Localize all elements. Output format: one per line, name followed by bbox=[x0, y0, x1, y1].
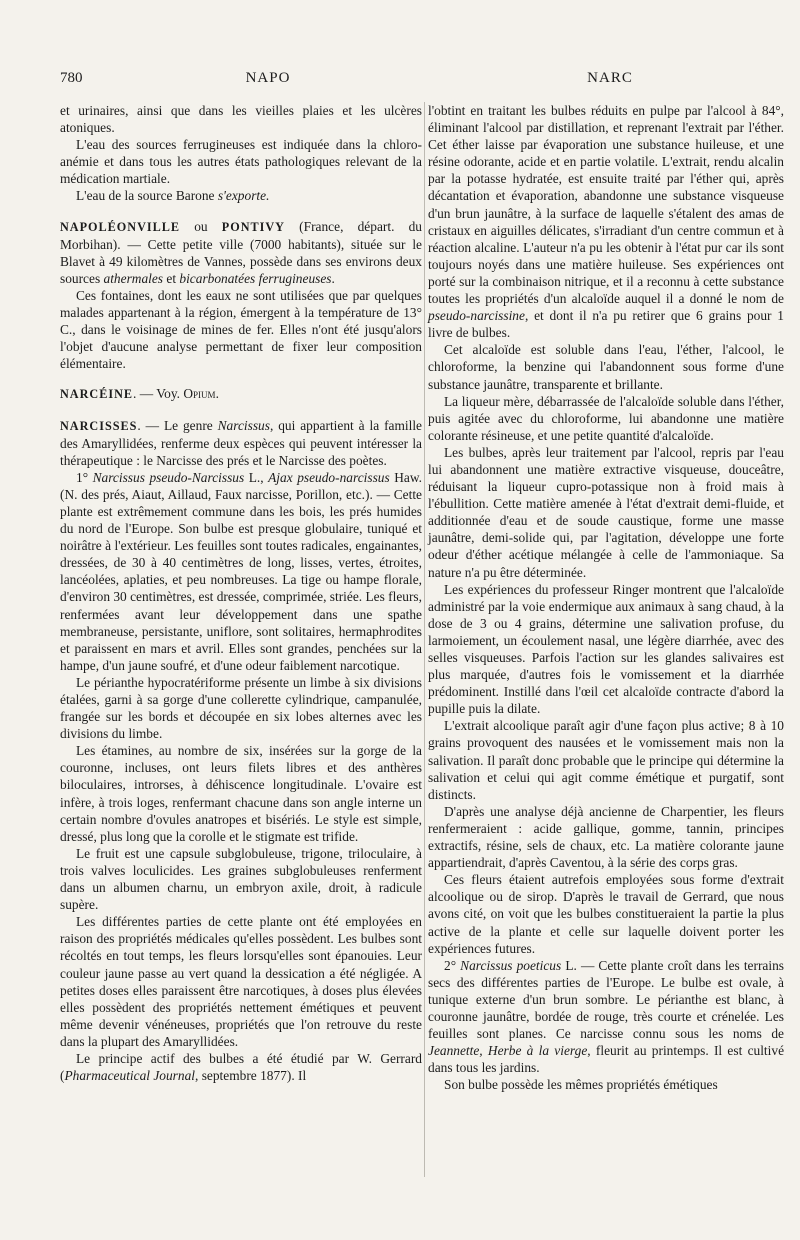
paragraph-parties: Les différentes parties de cette plante ont été employées en raison des propriétés médicales qu'elles possèdent. Les bulbes sont récoltés en tout temps, les fleurs lorsqu'elles sont épanouies. Leur couleur jaune passe au vert quand la dessication a été négligée. A petites doses elles paraissent être narcotiques, à doses plus élevées elles possèdent des propriétés nettement émétiques et peuvent même devenir vénéneuses, propriétés que l'on retrouve du reste dans la plupart des Amaryllidées. bbox=[60, 914, 422, 1049]
paragraph-bulbes-traitement: Les bulbes, après leur traitement par l'alcool, repris par l'eau lui abandonnent une matière extractive visqueuse, douceâtre, réduisant la liqueur cupro-potassique non à froid mais à l'ébullition. Cette matière amenée à l'état d'extrait demi-fluide, et additionnée d'eau et de soude caustique, forme une masse jaunâtre, demi-solide qui, par l'agitation, développe une forte odeur d'éther acétique mélangée à celle de l'ammoniaque. Sa nature n'a pu être déterminée. bbox=[428, 444, 784, 580]
paragraph-gerrard-method: l'obtint en traitant les bulbes réduits en pulpe par l'alcool à 84°, éliminant l'alcool par distillation, et reprenant l'extrait par l'éther. Cet éther laisse par évaporation une substance huileuse, et une résine odorante, acide et en partie volatile. L'extrait, rendu alcalin par la potasse hydratée, est ensuite traité par l'éther qui, après décantation et évaporation, abandonne une substance visqueuse d'un brun jaunâtre, à la surface de laquelle s'étalent des amas de cristaux en aiguilles délicates, s'irradiant d'un centre commun et à réaction alcaline. L'auteur n'a pu les obtenir à l'état pur car ils sont toujours noyés dans une matière huileuse. Ses expériences ont porté sur la combinaison nitrique, et il a reconnu à cette substance toutes les propriétés d'un alcaloïde auquel il a donné le nom de pseudo-narcissine, et dont il n'a pu retirer que 6 grains pour 1 livre de bulbes. bbox=[428, 103, 784, 341]
running-head-right: NARC bbox=[587, 70, 633, 86]
paragraph-perianthe: Le périanthe hypocratériforme présente un limbe à six divisions étalées, garni à sa gorge d'une collerette cylindrique, campanulée, frangée sur les bords et découpée en six lobes alternes avec les divisions du limbe. bbox=[60, 674, 422, 742]
cross-reference-opium: Opium bbox=[183, 386, 216, 402]
entry-narcisses: NARCISSES. — Le genre Narcissus, qui appartient à la famille des Amaryllidées, renferme deux espèces qui peuvent intéresser la thérapeutique : le Narcisse des prés et le Narcisse des poètes. bbox=[60, 417, 422, 468]
paragraph-etamines: Les étamines, au nombre de six, insérées sur la gorge de la couronne, incluses, ont leurs filets libres et des anthères biloculaires, introrses, à déhiscence longitudinale. L'ovaire est infère, à trois loges, renfermant chacune dans son angle interne un certain nombre d'ovules anatropes et bisériés. Le style est simple, dressé, plus long que la corolle et le stigmate est trifide. bbox=[60, 743, 422, 844]
paragraph-bulbe-proprietes: Son bulbe possède les mêmes propriétés émétiques bbox=[444, 1077, 718, 1093]
headword-napoleonville: NAPOLÉONVILLE bbox=[60, 219, 180, 234]
paragraph-alcaloide-soluble: Cet alcaloïde est soluble dans l'eau, l'éther, l'alcool, le chloroforme, la benzine qui l'abandonnent sous forme d'une substance jaunâtre, transparente et brillante. bbox=[428, 342, 784, 392]
entry-napoleonville: NAPOLÉONVILLE ou PONTIVY (France, départ. du Morbihan). — Cette petite ville (7000 habitants), située sur le Blavet à 49 kilomètres de Vannes, possède dans ses environs deux sources athermales et bicarbonatées ferrugineuses. bbox=[60, 218, 422, 286]
paragraph-urinaires: et urinaires, ainsi que dans les vieilles plaies et les ulcères atoniques. bbox=[60, 103, 422, 136]
paragraph-species-1: 1° Narcissus pseudo-Narcissus L., Ajax pseudo-narcissus Haw. (N. des prés, Aiaut, Aillaud, Faux narcisse, Porillon, etc.). — Cette plante est extrêmement commune dans les bois, les prés humides du nord de l'Europe. Son bulbe est presque globulaire, tuniqué et noirâtre à l'extérieur. Les feuilles sont toutes radicales, engainantes, dressées, de 30 à 40 centimètres de long, lisses, vertes, étroites, lancéolées, aplaties, et peu nombreuses. La tige ou hampe florale, d'environ 30 centimètres, est dressée, comprimée, striée. Les fleurs, renfermées avant leur développement dans une spathe membraneuse, persistante, uniflore, sont solitaires, hermaphrodites et paraissent en mars et avril. Elles sont grandes, penchées sur la hampe, d'un jaune soufré, et d'une odeur faiblement narcotique. bbox=[60, 469, 422, 673]
page-number: 780 bbox=[60, 70, 83, 86]
paragraph-liqueur-mere: La liqueur mère, débarrassée de l'alcaloïde soluble dans l'éther, puis agitée avec du chloroforme, lui abandonne une matière colorante résineuse, et une petite quantité d'alcaloïde. bbox=[428, 393, 784, 443]
running-head-left: NAPO bbox=[245, 70, 291, 86]
running-header bbox=[60, 70, 776, 94]
paragraph-fleurs-employees: Ces fleurs étaient autrefois employées sous forme d'extrait alcoolique ou de sirop. D'après le travail de Gerrard, que nous avons cité, on voit que les bulbes constitueraient la partie la plus active de la plante et celle sur laquelle doivent porter les expériences futures. bbox=[428, 872, 784, 956]
left-column bbox=[60, 102, 422, 1084]
paragraph-fruit: Le fruit est une capsule subglobuleuse, trigone, triloculaire, à trois valves loculicides. Les graines subglobuleuses renferment dans un albumen charnu, un embryon axile, droit, à radicule supère. bbox=[60, 845, 422, 913]
paragraph-charpentier: D'après une analyse déjà ancienne de Charpentier, les fleurs renfermeraient : acide gallique, gomme, tannin, principes extractifs, résine, sels de chaux, etc. La matière colorante jaune appartiendrait, d'après Caventou, à la série des corps gras. bbox=[428, 803, 784, 871]
paragraph-barone: L'eau de la source Barone s'exporte. bbox=[76, 188, 270, 204]
paragraph-fontaines: Ces fontaines, dont les eaux ne sont utilisées que par quelques malades appartenant à la région, émergent à la température de 13° C., dans le voisinage de mines de fer. Elles n'ont été jusqu'alors l'objet d'aucune analyse permettant de fixer leur composition élémentaire. bbox=[60, 287, 422, 372]
right-column bbox=[428, 102, 784, 1093]
headword-pontivy: PONTIVY bbox=[221, 219, 285, 234]
headword-narcisses: NARCISSES bbox=[60, 418, 138, 433]
paragraph-species-2: 2° Narcissus poeticus L. — Cette plante croît dans les terrains secs des différentes parties de l'Europe. Le bulbe est ovale, à tunique externe d'un brun sombre. Le périanthe est blanc, à couronne jaunâtre, bordée de rouge, très courte et crénelée. Les feuilles sont planes. Ce narcisse connu sous les noms de Jeannette, Herbe à la vierge, fleurit au printemps. Il est cultivé dans tous les jardins. bbox=[428, 957, 785, 1076]
entry-narceine: NARCÉINE. — Voy. Opium. bbox=[60, 386, 219, 402]
paragraph-extrait-alcoolique: L'extrait alcoolique paraît agir d'une façon plus active; 8 à 10 grains provoquent des nausées et le vomissement mais non la salivation. Il paraît donc probable que le principe qui détermine la salivation et celui qui agit comme émétique et purgatif, sont distincts. bbox=[428, 718, 784, 802]
headword-narceine: NARCÉINE bbox=[60, 387, 134, 402]
column-divider bbox=[424, 102, 425, 1177]
paragraph-ferrugineuses: L'eau des sources ferrugineuses est indiquée dans la chloro-anémie et dans tous les autres états pathologiques relevant de la médication martiale. bbox=[60, 137, 422, 187]
paragraph-ringer: Les expériences du professeur Ringer montrent que l'alcaloïde administré par la voie endermique aux animaux à sang chaud, à la dose de 3 ou 4 grains, détermine une salivation profuse, du larmoiement, un écoulement nasal, une légère diarrhée, avec des selles visqueuses. Parfois l'action sur les glandes salivaires est plus marquée, d'autres fois le vomissement et la diarrhée prédominent. Instillé dans l'œil cet alcaloïde contracte d'abord la pupille puis la dilate. bbox=[428, 581, 784, 717]
paragraph-principe-actif: Le principe actif des bulbes a été étudié par W. Gerrard (Pharmaceutical Journal, septembre 1877). Il bbox=[60, 1050, 422, 1084]
